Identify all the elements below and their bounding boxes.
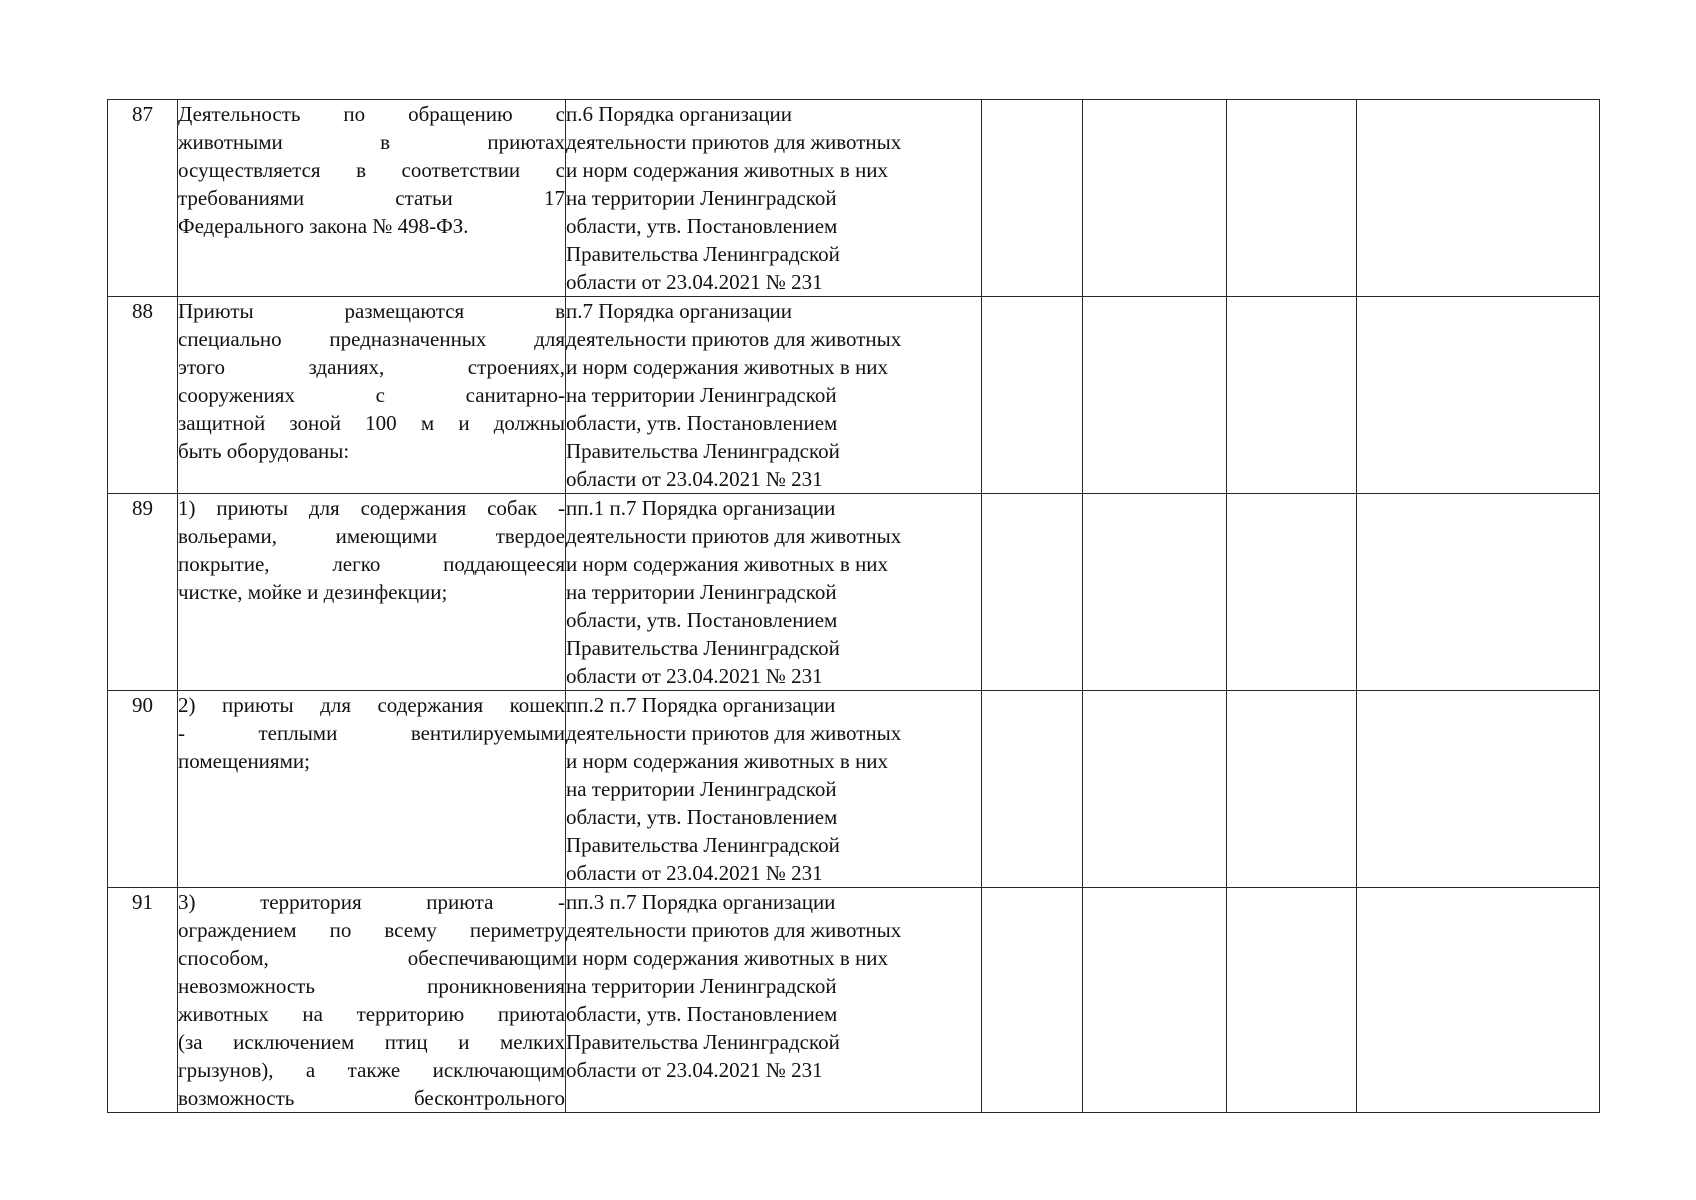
reference-text-line: и норм содержания животных в них [566,946,889,970]
table-row [108,100,1600,297]
answer-no-cell [1083,888,1227,1113]
table-row [108,888,1600,1113]
reference-text-line: области от 23.04.2021 № 231 [566,1058,823,1082]
requirement-text-line: помещениями; [178,749,310,773]
legal-reference-cell [566,494,982,691]
reference-text-line: и норм содержания животных в них [566,355,889,379]
requirement-cell [178,888,566,1113]
reference-text-line: деятельности приютов для животных [566,327,902,351]
reference-text-line: Правительства Ленинградской [566,636,840,660]
requirement-text-line: сооружениях с санитарно- [178,383,565,407]
requirement-text-line: чистке, мойке и дезинфекции; [178,580,448,604]
requirement-text-line: Приюты размещаются в [178,299,565,323]
reference-text-line: на территории Ленинградской [566,383,837,407]
row-number-cell: 89 [108,494,178,691]
legal-reference-cell [566,297,982,494]
table-row [108,494,1600,691]
reference-text-line: на территории Ленинградской [566,974,837,998]
reference-text-line: области от 23.04.2021 № 231 [566,270,823,294]
notes-cell [1357,888,1600,1113]
reference-text-line: области от 23.04.2021 № 231 [566,861,823,885]
requirement-text-line: животными в приютах [178,130,565,154]
reference-text-line: области, утв. Постановлением [566,805,838,829]
notes-cell [1357,494,1600,691]
requirement-text-line: этого зданиях, строениях, [178,355,565,379]
requirement-text-line: 2) приюты для содержания кошек [178,693,565,717]
row-number-cell: 88 [108,297,178,494]
reference-text-line: п.7 Порядка организации [566,299,792,323]
reference-text-line: деятельности приютов для животных [566,918,902,942]
reference-text-line: пп.2 п.7 Порядка организации [566,693,836,717]
table-body [108,100,1600,1113]
answer-yes-cell [982,100,1083,297]
answer-no-cell [1083,494,1227,691]
reference-text-line: Правительства Ленинградской [566,439,840,463]
requirement-text-line: осуществляется в соответствии с [178,158,565,182]
requirement-text-line: требованиями статьи 17 [178,186,565,210]
requirement-text-line: вольерами, имеющими твердое [178,524,565,548]
requirement-text-line: возможность бесконтрольного [178,1086,565,1110]
table-row [108,691,1600,888]
requirement-text-line: Деятельность по обращению с [178,102,565,126]
requirement-text-line: 3) территория приюта - [178,890,565,914]
table-row [108,297,1600,494]
requirement-cell [178,494,566,691]
requirement-text-line: защитной зоной 100 м и должны [178,411,565,435]
answer-no-cell [1083,100,1227,297]
notes-cell [1357,297,1600,494]
requirement-text-line: невозможность проникновения [178,974,565,998]
answer-yes-cell [982,888,1083,1113]
requirements-table [107,99,1600,1113]
requirement-text-line: способом, обеспечивающим [178,946,565,970]
reference-text-line: области, утв. Постановлением [566,1002,838,1026]
requirement-cell [178,297,566,494]
reference-text-line: области от 23.04.2021 № 231 [566,467,823,491]
reference-text-line: области от 23.04.2021 № 231 [566,664,823,688]
answer-na-cell [1227,691,1357,888]
answer-no-cell [1083,297,1227,494]
answer-yes-cell [982,691,1083,888]
reference-text-line: и норм содержания животных в них [566,749,889,773]
notes-cell [1357,691,1600,888]
reference-text-line: на территории Ленинградской [566,186,837,210]
reference-text-line: на территории Ленинградской [566,580,837,604]
row-number-cell: 91 [108,888,178,1113]
legal-reference-cell [566,100,982,297]
requirement-cell [178,691,566,888]
answer-yes-cell [982,297,1083,494]
requirement-text-line: грызунов), а также исключающим [178,1058,565,1082]
legal-reference-cell [566,888,982,1113]
reference-text-line: области, утв. Постановлением [566,411,838,435]
requirement-text-line: быть оборудованы: [178,439,350,463]
requirement-text-line: Федерального закона № 498-ФЗ. [178,214,469,238]
checklist-sheet [107,99,1600,1113]
notes-cell [1357,100,1600,297]
reference-text-line: Правительства Ленинградской [566,242,840,266]
requirement-text-line: 1) приюты для содержания собак - [178,496,565,520]
reference-text-line: п.6 Порядка организации [566,102,792,126]
requirement-text-line: (за исключением птиц и мелких [178,1030,565,1054]
reference-text-line: деятельности приютов для животных [566,130,902,154]
requirement-text-line: - теплыми вентилируемыми [178,721,565,745]
reference-text-line: области, утв. Постановлением [566,214,838,238]
requirement-text-line: специально предназначенных для [178,327,565,351]
legal-reference-cell [566,691,982,888]
requirement-text-line: ограждением по всему периметру [178,918,565,942]
answer-na-cell [1227,494,1357,691]
reference-text-line: пп.1 п.7 Порядка организации [566,496,836,520]
reference-text-line: Правительства Ленинградской [566,1030,840,1054]
reference-text-line: пп.3 п.7 Порядка организации [566,890,836,914]
reference-text-line: и норм содержания животных в них [566,552,889,576]
reference-text-line: и норм содержания животных в них [566,158,889,182]
row-number-cell: 87 [108,100,178,297]
row-number-cell: 90 [108,691,178,888]
requirement-cell [178,100,566,297]
reference-text-line: Правительства Ленинградской [566,833,840,857]
reference-text-line: деятельности приютов для животных [566,524,902,548]
requirement-text-line: животных на территорию приюта [178,1002,565,1026]
reference-text-line: на территории Ленинградской [566,777,837,801]
requirement-text-line: покрытие, легко поддающееся [178,552,565,576]
answer-na-cell [1227,297,1357,494]
answer-na-cell [1227,888,1357,1113]
reference-text-line: области, утв. Постановлением [566,608,838,632]
answer-na-cell [1227,100,1357,297]
reference-text-line: деятельности приютов для животных [566,721,902,745]
answer-yes-cell [982,494,1083,691]
answer-no-cell [1083,691,1227,888]
